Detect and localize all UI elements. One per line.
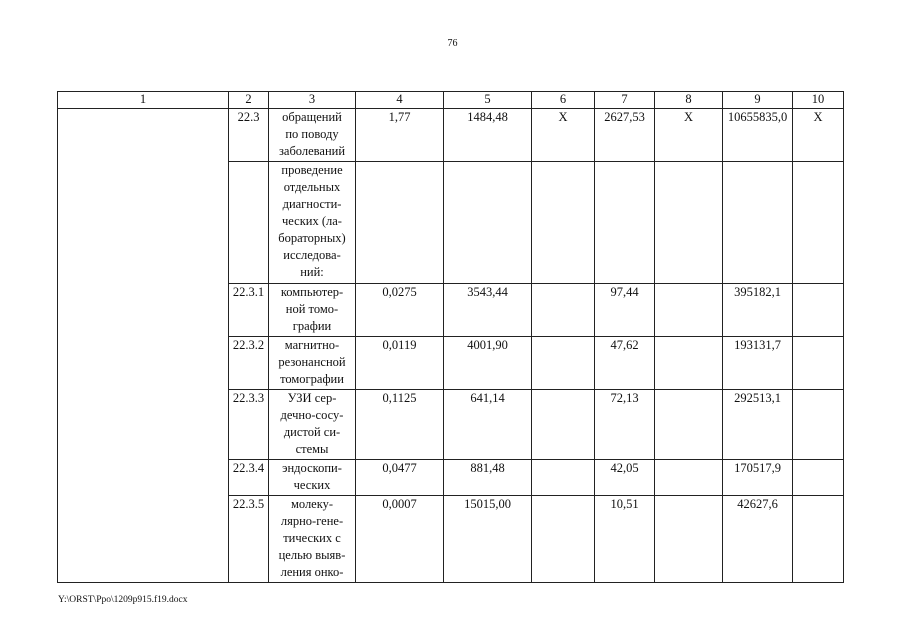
value-col5: 15015,00 [444,496,532,583]
value-col8: Х [655,109,723,162]
value-col9: 193131,7 [723,337,793,390]
item-description: проведение отдельных диагности- ческих (ла- бораторных) исследова- ний: [269,162,356,284]
item-description: магнитно- резонансной томографии [269,337,356,390]
value-col10 [793,162,844,284]
value-col6 [532,337,595,390]
value-col4: 0,0275 [356,284,444,337]
header-cell: 10 [793,92,844,109]
value-col5: 3543,44 [444,284,532,337]
header-cell: 7 [595,92,655,109]
value-col4: 0,0477 [356,460,444,496]
value-col8 [655,390,723,460]
header-cell: 9 [723,92,793,109]
value-col8 [655,496,723,583]
value-col4 [356,162,444,284]
value-col6: Х [532,109,595,162]
header-cell: 4 [356,92,444,109]
table-header-row [58,92,844,109]
item-description: молеку- лярно-гене- тических с целью выяв- ления онко- [269,496,356,583]
page-number: 76 [447,38,458,49]
value-col7 [595,162,655,284]
item-number: 22.3.4 [229,460,269,496]
value-col7: 97,44 [595,284,655,337]
table-row [58,109,844,162]
value-col5 [444,162,532,284]
value-col5: 1484,48 [444,109,532,162]
value-col9 [723,162,793,284]
value-col4: 0,1125 [356,390,444,460]
header-cell: 3 [269,92,356,109]
section-cell [58,109,229,583]
value-col5: 881,48 [444,460,532,496]
value-col8 [655,460,723,496]
value-col10 [793,390,844,460]
value-col7: 10,51 [595,496,655,583]
value-col9: 292513,1 [723,390,793,460]
item-number: 22.3.2 [229,337,269,390]
value-col4: 1,77 [356,109,444,162]
value-col7: 47,62 [595,337,655,390]
item-number: 22.3.3 [229,390,269,460]
value-col9: 170517,9 [723,460,793,496]
file-path-footer: Y:\ORST\Ppo\1209p915.f19.docx [58,595,188,605]
header-cell: 8 [655,92,723,109]
value-col10 [793,460,844,496]
value-col6 [532,390,595,460]
value-col6 [532,460,595,496]
value-col7: 2627,53 [595,109,655,162]
value-col10 [793,496,844,583]
value-col8 [655,162,723,284]
value-col10 [793,284,844,337]
value-col8 [655,337,723,390]
value-col9: 395182,1 [723,284,793,337]
item-description: УЗИ сер- дечно-сосу- дистой си- стемы [269,390,356,460]
value-col4: 0,0007 [356,496,444,583]
header-cell: 6 [532,92,595,109]
data-table [57,91,844,583]
value-col7: 42,05 [595,460,655,496]
value-col9: 10655835,0 [723,109,793,162]
value-col10: Х [793,109,844,162]
header-cell: 5 [444,92,532,109]
item-number [229,162,269,284]
value-col5: 641,14 [444,390,532,460]
value-col7: 72,13 [595,390,655,460]
item-number: 22.3 [229,109,269,162]
item-description: компьютер- ной томо- графии [269,284,356,337]
value-col6 [532,162,595,284]
value-col6 [532,496,595,583]
item-description: обращений по поводу заболеваний [269,109,356,162]
item-number: 22.3.5 [229,496,269,583]
value-col6 [532,284,595,337]
item-description: эндоскопи- ческих [269,460,356,496]
item-number: 22.3.1 [229,284,269,337]
header-cell: 1 [58,92,229,109]
header-cell: 2 [229,92,269,109]
value-col5: 4001,90 [444,337,532,390]
value-col8 [655,284,723,337]
value-col10 [793,337,844,390]
value-col9: 42627,6 [723,496,793,583]
value-col4: 0,0119 [356,337,444,390]
